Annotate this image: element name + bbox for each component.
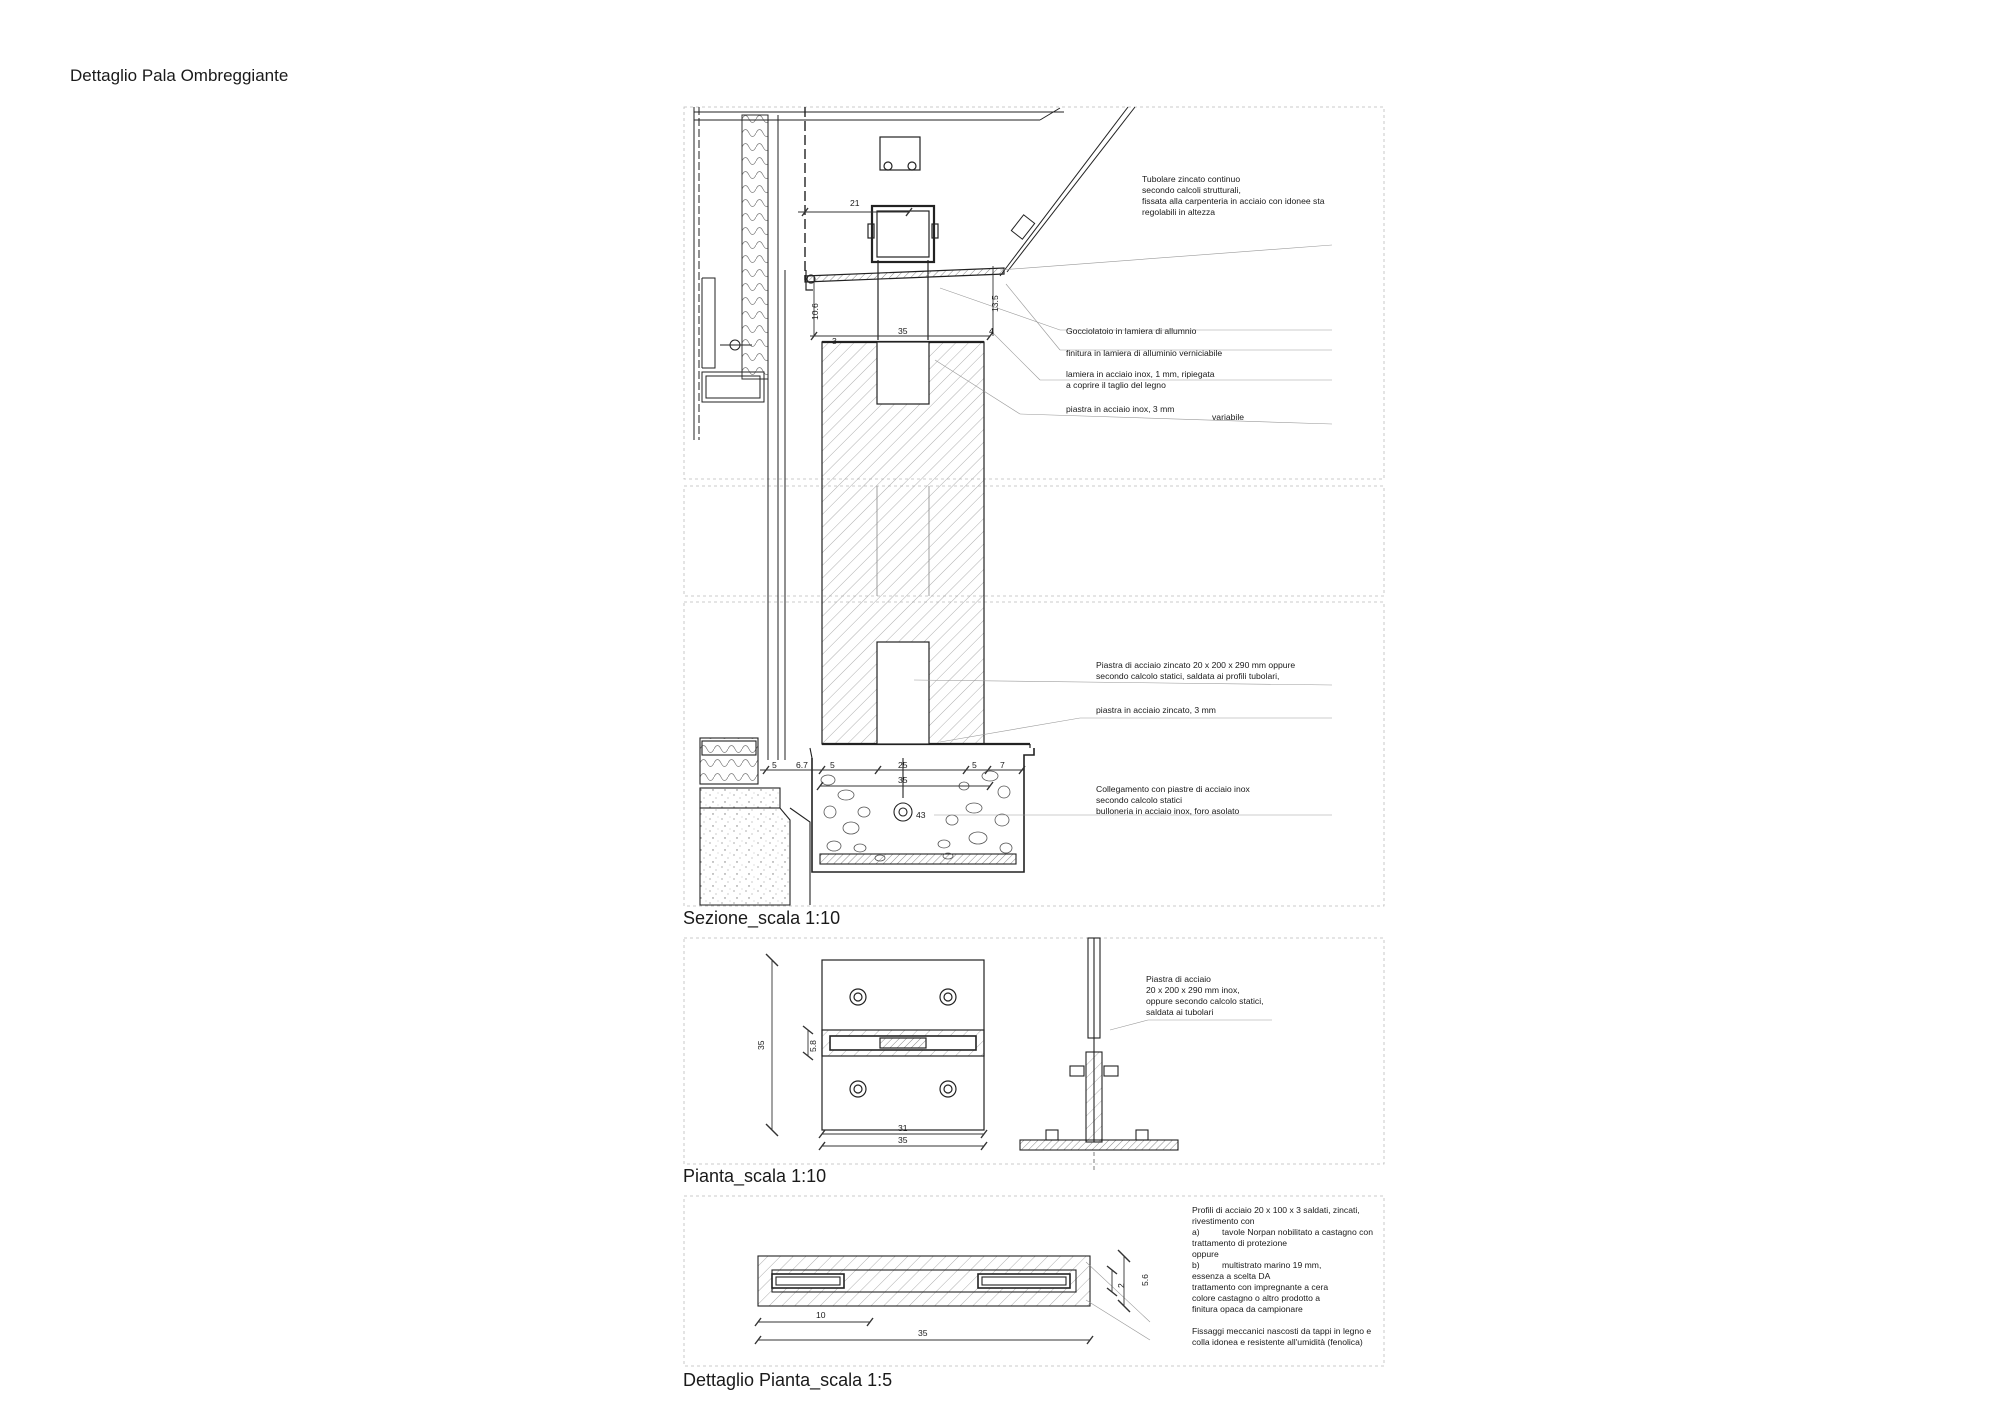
dim-10-6: 10.6: [810, 303, 820, 320]
option-b-label: b): [1192, 1260, 1200, 1270]
option-a-text: tavole Norpan nobilitato a castagno con trattamento di protezione: [1192, 1227, 1373, 1248]
dim-6-7: 6.7: [796, 760, 808, 770]
dim-7: 7: [1000, 760, 1005, 770]
section-notes: [1066, 174, 1327, 816]
section-frames: [684, 107, 1384, 906]
note-drip: Gocciolatoio in lamiera di allumnio: [1066, 326, 1197, 336]
plan-frame: [684, 938, 1384, 1164]
dim-31: 31: [898, 1123, 908, 1133]
note-oppure: oppure: [1192, 1249, 1219, 1259]
detail-plan-leaders: [1086, 1262, 1150, 1340]
dim-35-bottom: 35: [898, 775, 908, 785]
detail-plan-view: [758, 1256, 1090, 1306]
plan-side-view: [1020, 938, 1178, 1170]
wooden-blade: [822, 342, 1030, 748]
tubular-profile: [805, 137, 1004, 340]
dim-25: 25: [898, 760, 908, 770]
sheet-title: Dettaglio Pala Ombreggiante: [70, 66, 289, 85]
dim-4: 4: [989, 326, 994, 336]
dim-21: 21: [850, 198, 860, 208]
note-tubular: Tubolare zincato continuo secondo calcoli strutturali, fissata alla carpenteria in acciaio con idonee sta regolabili in altezza: [1142, 174, 1325, 217]
note-inox-plate: piastra in acciaio inox, 3 mm: [1066, 404, 1175, 414]
dim-3: 3: [832, 336, 837, 346]
note-zinc-plate: Piastra di acciaio zincato 20 x 200 x 290 mm oppure secondo calcolo statici, saldata ai profili tubolari,: [1096, 660, 1296, 681]
option-b-more: essenza a scelta DA trattamento con impregnante a cera colore castagno o altro prodotto a finitura opaca da campionare: [1192, 1271, 1329, 1314]
option-b-text: multistrato marino 19 mm,: [1222, 1260, 1322, 1270]
caption-plan: Pianta_scala 1:10: [683, 1166, 827, 1186]
detail-plan-panel: [684, 1196, 1384, 1366]
dim-13-5: 13.5: [990, 295, 1000, 312]
note-finish: finitura in lamiera di alluminio verniciabile: [1066, 348, 1223, 358]
note-variable: variabile: [1212, 412, 1245, 422]
option-a-label: a): [1192, 1227, 1200, 1237]
note-zinc-plate-3mm: piastra in acciaio zincato, 3 mm: [1096, 705, 1216, 715]
dim-2: 2: [1116, 1283, 1126, 1288]
plan-view: [822, 960, 984, 1130]
note-profiles: Profili di acciaio 20 x 100 x 3 saldati, zincati, rivestimento con: [1192, 1205, 1360, 1226]
section-panel: [684, 107, 1384, 906]
note-connection: Collegamento con piastre di acciaio inox secondo calcolo statici bulloneria in acciaio inox, foro asolato: [1096, 784, 1250, 816]
dim-5-c: 5: [972, 760, 977, 770]
dim-35-horizontal: 35: [898, 1135, 908, 1145]
foundation: [700, 738, 1034, 905]
dim-43: 43: [916, 810, 926, 820]
caption-section: Sezione_scala 1:10: [683, 908, 841, 928]
caption-detail-plan: Dettaglio Pianta_scala 1:5: [683, 1370, 893, 1390]
dim-35-vertical: 35: [756, 1040, 766, 1050]
plan-panel: [684, 938, 1384, 1170]
note-inox-sheet: lamiera in acciaio inox, 1 mm, ripiegata a coprire il taglio del legno: [1066, 369, 1215, 390]
dim-5-a: 5: [772, 760, 777, 770]
dim-5-6: 5.6: [1140, 1274, 1150, 1286]
dim-35-top: 35: [898, 326, 908, 336]
dim-5-b: 5: [830, 760, 835, 770]
dim-5-8: 5.8: [808, 1040, 818, 1052]
plan-leaders: [1110, 1020, 1272, 1030]
dim-35: 35: [918, 1328, 928, 1338]
note-plan-plate: Piastra di acciaio 20 x 200 x 290 mm inox, oppure secondo calcolo statici, saldata ai tubolari: [1146, 974, 1264, 1017]
note-fixings: Fissaggi meccanici nascosti da tappi in legno e colla idonea e resistente all'umidità (fenolica): [1192, 1326, 1372, 1347]
dim-10: 10: [816, 1310, 826, 1320]
